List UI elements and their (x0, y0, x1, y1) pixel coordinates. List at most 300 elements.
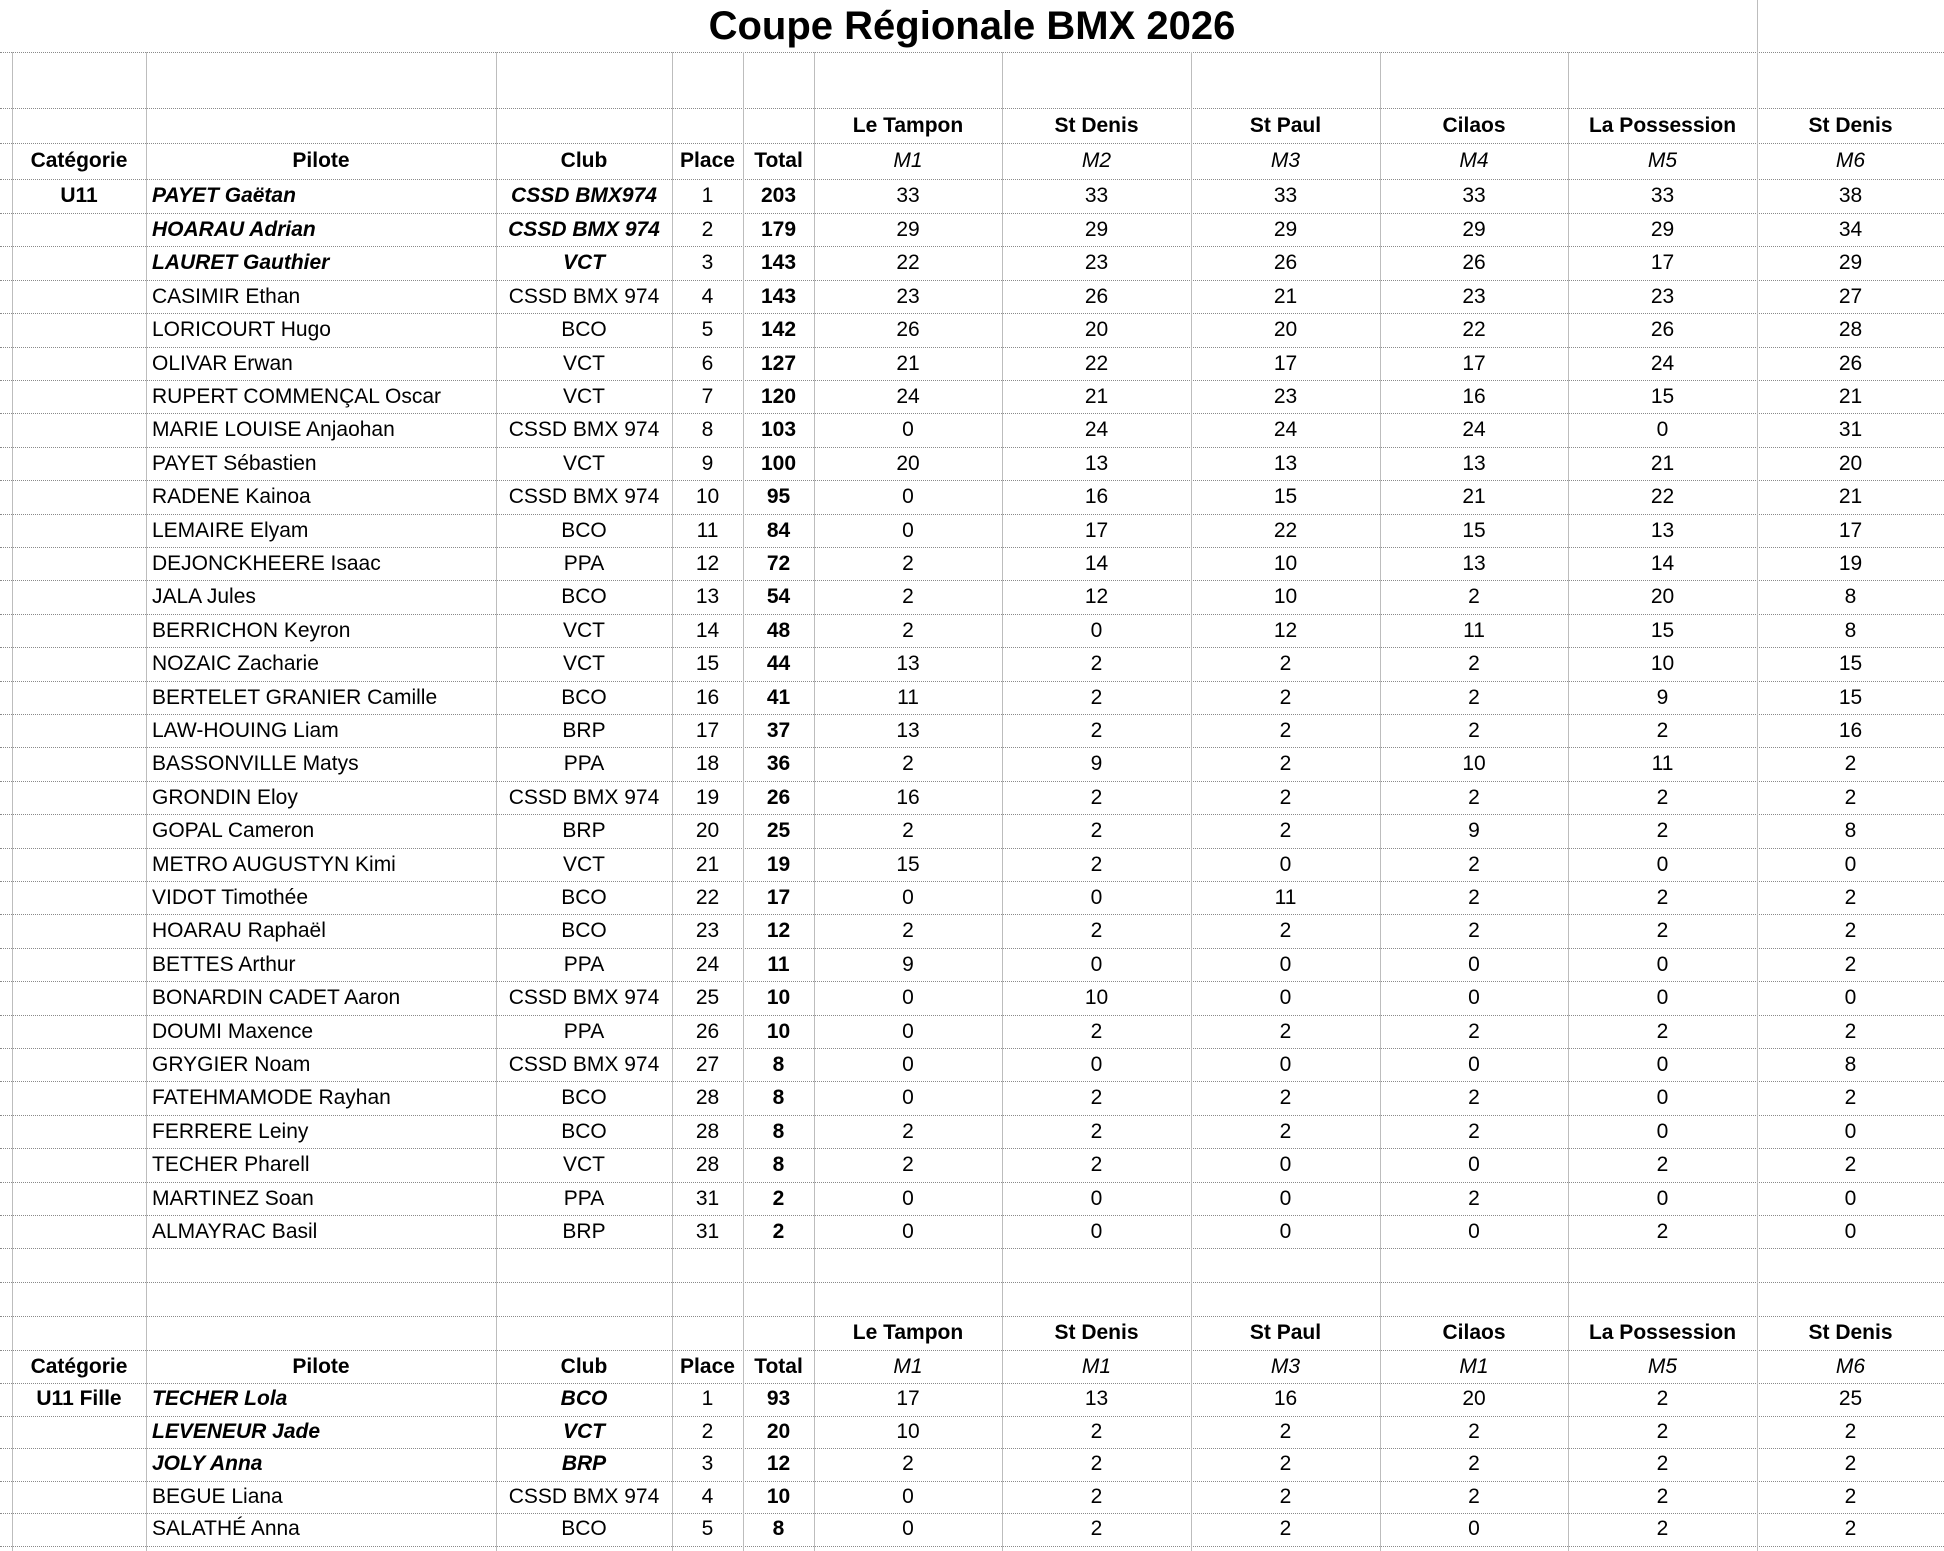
pilot-name: METRO AUGUSTYN Kimi (152, 852, 396, 876)
round-score: 10 (1273, 552, 1298, 575)
round-score: 20 (896, 451, 920, 475)
total-value: 8 (772, 1517, 785, 1541)
round-score: 22 (1462, 318, 1486, 342)
club-name: CSSD BMX 974 (508, 418, 660, 442)
round-score: 25 (1838, 1387, 1863, 1410)
club-name: VCT (563, 451, 605, 475)
round-score: 29 (1462, 218, 1486, 241)
round-header: M1 (1081, 1355, 1112, 1378)
round-score: 13 (896, 719, 920, 742)
round-score: 0 (1090, 1053, 1103, 1076)
round-score: 16 (1273, 1387, 1298, 1410)
round-score: 2 (1656, 886, 1669, 909)
round-score: 0 (1090, 618, 1103, 642)
total-value: 10 (766, 1019, 791, 1043)
round-score: 10 (1084, 986, 1109, 1010)
round-score: 2 (1656, 719, 1669, 742)
pilot-name: BERTELET GRANIER Camille (152, 685, 438, 709)
venue-header: Le Tampon (852, 1321, 964, 1344)
round-score: 23 (1650, 284, 1675, 308)
round-score: 13 (1273, 451, 1298, 475)
club-name: VCT (563, 385, 605, 408)
round-header: M6 (1835, 149, 1866, 172)
round-score: 33 (1650, 184, 1675, 207)
round-score: 2 (1279, 919, 1292, 943)
round-header: M4 (1459, 149, 1489, 172)
round-score: 24 (1650, 351, 1675, 375)
club-name: BCO (560, 1387, 608, 1410)
total-value: 2 (772, 1220, 785, 1243)
round-score: 2 (1279, 719, 1292, 742)
row-line (0, 52, 1944, 53)
total-value: 17 (766, 886, 791, 909)
total-value: 25 (766, 819, 791, 843)
round-score: 9 (1468, 819, 1480, 843)
round-score: 31 (1838, 418, 1863, 442)
venue-header: St Paul (1249, 114, 1322, 137)
club-name: BRP (562, 1220, 606, 1243)
round-score: 24 (896, 385, 920, 408)
round-score: 21 (896, 351, 920, 375)
pilot-name: LEVENEUR Jade (152, 1419, 321, 1443)
round-score: 17 (1650, 251, 1675, 275)
club-name: BCO (561, 585, 607, 609)
total-value: 103 (760, 418, 797, 442)
round-score: 2 (1279, 1484, 1292, 1508)
round-score: 0 (1279, 986, 1292, 1010)
round-score: 2 (1279, 1119, 1292, 1143)
round-score: 2 (1656, 1517, 1669, 1541)
round-score: 15 (1838, 652, 1863, 676)
round-score: 16 (1084, 485, 1109, 509)
club-name: BRP (561, 1452, 607, 1476)
header-place: Place (680, 1355, 735, 1378)
header-club: Club (560, 1355, 608, 1378)
venue-header: St Denis (1808, 1321, 1893, 1344)
round-score: 2 (1656, 1153, 1669, 1177)
round-score: 2 (1468, 785, 1480, 809)
round-score: 2 (1468, 719, 1480, 742)
round-score: 0 (1656, 986, 1669, 1010)
round-score: 20 (1084, 318, 1109, 342)
round-score: 2 (1279, 752, 1292, 776)
place-value: 22 (695, 886, 720, 909)
round-score: 26 (896, 318, 920, 342)
total-value: 72 (766, 552, 791, 575)
total-value: 84 (766, 518, 791, 542)
total-value: 95 (766, 485, 791, 509)
place-value: 7 (701, 385, 714, 408)
round-score: 22 (896, 251, 920, 275)
round-score: 2 (1090, 785, 1103, 809)
place-value: 31 (695, 1186, 720, 1210)
round-score: 0 (1468, 1053, 1480, 1076)
round-score: 23 (1084, 251, 1109, 275)
club-name: CSSD BMX 974 (508, 785, 660, 809)
round-score: 2 (1090, 852, 1103, 876)
round-header: M3 (1270, 1355, 1301, 1378)
total-value: 179 (760, 218, 797, 241)
club-name: CSSD BMX 974 (508, 284, 660, 308)
round-score: 2 (1468, 886, 1480, 909)
round-score: 33 (896, 184, 920, 207)
club-name: VCT (563, 652, 605, 676)
round-score: 2 (1468, 1186, 1480, 1210)
round-score: 2 (1844, 952, 1857, 976)
column-line (1757, 0, 1758, 52)
total-value: 26 (766, 785, 791, 809)
club-name: CSSD BMX 974 (508, 1484, 660, 1508)
club-name: VCT (563, 351, 605, 375)
round-score: 21 (1462, 485, 1486, 509)
round-score: 2 (1279, 1019, 1292, 1043)
round-score: 0 (1844, 1186, 1857, 1210)
round-header: M1 (893, 1355, 923, 1378)
venue-header: Cilaos (1442, 114, 1506, 137)
round-score: 11 (1651, 752, 1674, 776)
club-name: CSSD BMX 974 (508, 986, 660, 1010)
pilot-name: GRYGIER Noam (152, 1053, 311, 1076)
round-score: 0 (1656, 1186, 1669, 1210)
venue-header: Cilaos (1442, 1321, 1506, 1344)
round-score: 2 (902, 1153, 914, 1177)
place-value: 28 (695, 1086, 720, 1110)
round-score: 0 (1468, 952, 1480, 976)
round-score: 2 (1279, 685, 1292, 709)
category-label: U11 (60, 184, 98, 207)
round-score: 2 (1090, 685, 1103, 709)
total-value: 41 (766, 685, 791, 709)
round-score: 9 (1090, 752, 1103, 776)
round-score: 22 (1273, 518, 1298, 542)
pilot-name: FATEHMAMODE Rayhan (152, 1086, 391, 1110)
round-score: 0 (902, 1086, 914, 1110)
round-score: 2 (1279, 785, 1292, 809)
place-value: 5 (701, 318, 714, 342)
place-value: 2 (701, 218, 714, 241)
pilot-name: ALMAYRAC Basil (152, 1220, 318, 1243)
club-name: BRP (562, 819, 606, 843)
place-value: 2 (701, 1419, 714, 1443)
round-score: 0 (1090, 886, 1103, 909)
total-value: 20 (766, 1419, 791, 1443)
row-line (0, 1282, 1944, 1283)
pilot-name: TECHER Pharell (152, 1153, 310, 1177)
place-value: 28 (695, 1153, 720, 1177)
page-title: Coupe Régionale BMX 2026 (708, 4, 1236, 48)
column-line (12, 52, 13, 1551)
round-score: 0 (902, 418, 914, 442)
pilot-name: BONARDIN CADET Aaron (152, 986, 401, 1010)
club-name: VCT (563, 251, 605, 275)
venue-header: Le Tampon (852, 114, 964, 137)
round-score: 2 (1844, 886, 1857, 909)
round-score: 23 (896, 284, 920, 308)
pilot-name: CASIMIR Ethan (152, 284, 301, 308)
round-score: 21 (1650, 451, 1675, 475)
round-score: 29 (1838, 251, 1863, 275)
pilot-name: PAYET Gaëtan (152, 184, 296, 207)
place-value: 13 (695, 585, 720, 609)
round-score: 2 (1844, 1484, 1857, 1508)
round-score: 0 (1656, 952, 1669, 976)
place-value: 31 (695, 1220, 720, 1243)
round-score: 2 (1090, 1119, 1103, 1143)
round-score: 0 (1468, 986, 1480, 1010)
total-value: 10 (766, 1484, 791, 1508)
round-score: 14 (1084, 552, 1109, 575)
round-score: 9 (1656, 685, 1669, 709)
row-line (0, 1248, 1944, 1249)
round-score: 13 (1462, 552, 1486, 575)
club-name: CSSD BMX 974 (508, 1053, 660, 1076)
round-score: 2 (1090, 1484, 1103, 1508)
round-score: 10 (1462, 752, 1486, 776)
round-score: 2 (902, 585, 914, 609)
club-name: BCO (561, 1119, 607, 1143)
round-score: 0 (1844, 1119, 1857, 1143)
place-value: 14 (695, 618, 720, 642)
round-score: 15 (1462, 518, 1486, 542)
round-score: 17 (1838, 518, 1863, 542)
category-label: U11 Fille (36, 1387, 122, 1410)
round-score: 0 (902, 1186, 914, 1210)
round-score: 2 (1656, 1452, 1669, 1476)
round-score: 0 (1090, 952, 1103, 976)
round-score: 26 (1838, 351, 1863, 375)
round-score: 0 (1844, 1220, 1857, 1243)
round-score: 0 (902, 886, 914, 909)
round-score: 22 (1650, 485, 1675, 509)
place-value: 6 (701, 351, 714, 375)
total-value: 100 (760, 451, 797, 475)
place-value: 16 (695, 685, 720, 709)
round-header: M5 (1647, 1355, 1678, 1378)
round-score: 2 (1090, 1419, 1103, 1443)
round-header: M3 (1270, 149, 1301, 172)
round-score: 29 (896, 218, 920, 241)
round-score: 0 (1844, 986, 1857, 1010)
round-score: 0 (1656, 852, 1669, 876)
round-score: 23 (1462, 284, 1486, 308)
round-score: 29 (1084, 218, 1109, 241)
round-score: 24 (1462, 418, 1486, 442)
round-score: 33 (1084, 184, 1109, 207)
round-score: 2 (1844, 1153, 1857, 1177)
venue-header: St Denis (1808, 114, 1893, 137)
round-score: 16 (896, 785, 920, 809)
total-value: 8 (772, 1153, 785, 1177)
club-name: VCT (563, 1419, 605, 1443)
round-score: 26 (1273, 251, 1298, 275)
total-value: 37 (766, 719, 791, 742)
round-score: 0 (902, 1019, 914, 1043)
round-score: 13 (896, 652, 920, 676)
header-pilot: Pilote (292, 1355, 350, 1378)
place-value: 20 (695, 819, 720, 843)
row-line (0, 1546, 1944, 1547)
round-score: 8 (1844, 585, 1857, 609)
round-score: 0 (1656, 1086, 1669, 1110)
round-score: 13 (1462, 451, 1486, 475)
club-name: CSSD BMX 974 (508, 485, 660, 509)
total-value: 143 (760, 284, 797, 308)
place-value: 19 (695, 785, 720, 809)
round-score: 0 (1656, 1053, 1669, 1076)
round-score: 11 (1463, 618, 1485, 642)
round-score: 2 (1090, 1019, 1103, 1043)
pilot-name: FERRERE Leiny (152, 1119, 309, 1143)
total-value: 54 (766, 585, 791, 609)
round-score: 14 (1650, 552, 1675, 575)
total-value: 11 (767, 952, 790, 976)
round-score: 27 (1838, 284, 1863, 308)
round-header: M1 (1459, 1355, 1489, 1378)
pilot-name: BASSONVILLE Matys (152, 752, 359, 776)
pilot-name: HOARAU Raphaël (152, 919, 326, 943)
round-score: 2 (1656, 785, 1669, 809)
place-value: 23 (695, 919, 720, 943)
column-line (146, 52, 147, 1551)
place-value: 17 (695, 719, 720, 742)
round-score: 10 (1650, 652, 1675, 676)
round-score: 2 (1656, 819, 1669, 843)
round-score: 26 (1650, 318, 1675, 342)
round-score: 38 (1838, 184, 1863, 207)
round-score: 2 (1090, 1517, 1103, 1541)
round-score: 0 (1279, 952, 1292, 976)
round-score: 2 (1090, 1153, 1103, 1177)
total-value: 203 (760, 184, 797, 207)
round-score: 2 (1844, 1019, 1857, 1043)
pilot-name: RADENE Kainoa (152, 485, 311, 509)
round-score: 2 (1279, 1517, 1292, 1541)
total-value: 48 (766, 618, 791, 642)
total-value: 8 (772, 1086, 785, 1110)
total-value: 19 (766, 852, 791, 876)
round-score: 0 (1279, 1053, 1292, 1076)
round-score: 15 (1273, 485, 1298, 509)
header-pilot: Pilote (292, 149, 350, 172)
pilot-name: PAYET Sébastien (152, 451, 317, 475)
total-value: 10 (766, 986, 791, 1010)
pilot-name: DOUMI Maxence (152, 1019, 314, 1043)
round-score: 0 (1090, 1186, 1103, 1210)
club-name: BCO (561, 685, 607, 709)
pilot-name: VIDOT Timothée (152, 886, 309, 909)
round-score: 2 (1468, 1419, 1480, 1443)
place-value: 5 (701, 1517, 714, 1541)
club-name: VCT (563, 1153, 605, 1177)
venue-header: St Denis (1054, 1321, 1139, 1344)
place-value: 9 (701, 451, 714, 475)
round-score: 22 (1084, 351, 1109, 375)
round-score: 2 (902, 819, 914, 843)
club-name: BCO (561, 1086, 607, 1110)
round-score: 34 (1838, 218, 1863, 241)
header-total: Total (754, 1355, 803, 1378)
round-score: 15 (1650, 618, 1675, 642)
round-score: 2 (902, 919, 914, 943)
round-score: 2 (1844, 1086, 1857, 1110)
pilot-name: LAW-HOUING Liam (152, 719, 339, 742)
round-score: 0 (1844, 852, 1857, 876)
club-name: BCO (561, 886, 607, 909)
round-score: 0 (902, 518, 914, 542)
place-value: 3 (701, 1452, 714, 1476)
round-score: 21 (1838, 485, 1863, 509)
club-name: PPA (563, 1019, 605, 1043)
round-score: 0 (1279, 1220, 1292, 1243)
round-header: M1 (893, 149, 923, 172)
pilot-name: BETTES Arthur (152, 952, 296, 976)
place-value: 11 (696, 518, 719, 542)
round-score: 2 (1090, 652, 1103, 676)
venue-header: St Denis (1054, 114, 1139, 137)
pilot-name: DEJONCKHEERE Isaac (152, 552, 381, 575)
round-score: 2 (1844, 785, 1857, 809)
round-score: 0 (1468, 1517, 1480, 1541)
round-score: 2 (902, 752, 914, 776)
round-score: 20 (1273, 318, 1298, 342)
club-name: BCO (561, 518, 607, 542)
round-score: 2 (1656, 919, 1669, 943)
round-score: 2 (1468, 1086, 1480, 1110)
round-score: 2 (1656, 1484, 1669, 1508)
round-score: 17 (1462, 351, 1486, 375)
round-score: 33 (1273, 184, 1298, 207)
round-score: 12 (1084, 585, 1109, 609)
club-name: CSSD BMX 974 (508, 218, 660, 241)
round-score: 24 (1084, 418, 1109, 442)
round-score: 29 (1650, 218, 1675, 241)
pilot-name: BEGUE Liana (152, 1484, 283, 1508)
place-value: 24 (695, 952, 720, 976)
round-score: 0 (1279, 1153, 1292, 1177)
place-value: 26 (695, 1019, 720, 1043)
round-score: 8 (1844, 819, 1857, 843)
round-score: 2 (1844, 1452, 1857, 1476)
round-score: 0 (1468, 1153, 1480, 1177)
header-place: Place (680, 149, 735, 172)
pilot-name: MARTINEZ Soan (152, 1186, 314, 1210)
round-score: 26 (1084, 284, 1109, 308)
venue-header: St Paul (1249, 1321, 1322, 1344)
total-value: 8 (772, 1119, 785, 1143)
club-name: BCO (561, 318, 607, 342)
pilot-name: BERRICHON Keyron (152, 618, 351, 642)
round-score: 2 (902, 1119, 914, 1143)
round-score: 16 (1462, 385, 1486, 408)
pilot-name: SALATHÉ Anna (152, 1517, 300, 1541)
header-category: Catégorie (30, 1355, 128, 1378)
round-score: 0 (1656, 1119, 1669, 1143)
round-header: M6 (1835, 1355, 1866, 1378)
pilot-name: NOZAIC Zacharie (152, 652, 319, 676)
pilot-name: LEMAIRE Elyam (152, 518, 309, 542)
round-score: 2 (1279, 652, 1292, 676)
round-score: 0 (1279, 852, 1292, 876)
club-name: PPA (563, 752, 605, 776)
round-score: 2 (1090, 919, 1103, 943)
round-score: 2 (1656, 1220, 1669, 1243)
round-score: 2 (1090, 819, 1103, 843)
round-score: 20 (1838, 451, 1863, 475)
round-score: 0 (902, 1484, 914, 1508)
round-score: 2 (1279, 1419, 1292, 1443)
place-value: 12 (695, 552, 720, 575)
round-score: 8 (1844, 1053, 1857, 1076)
